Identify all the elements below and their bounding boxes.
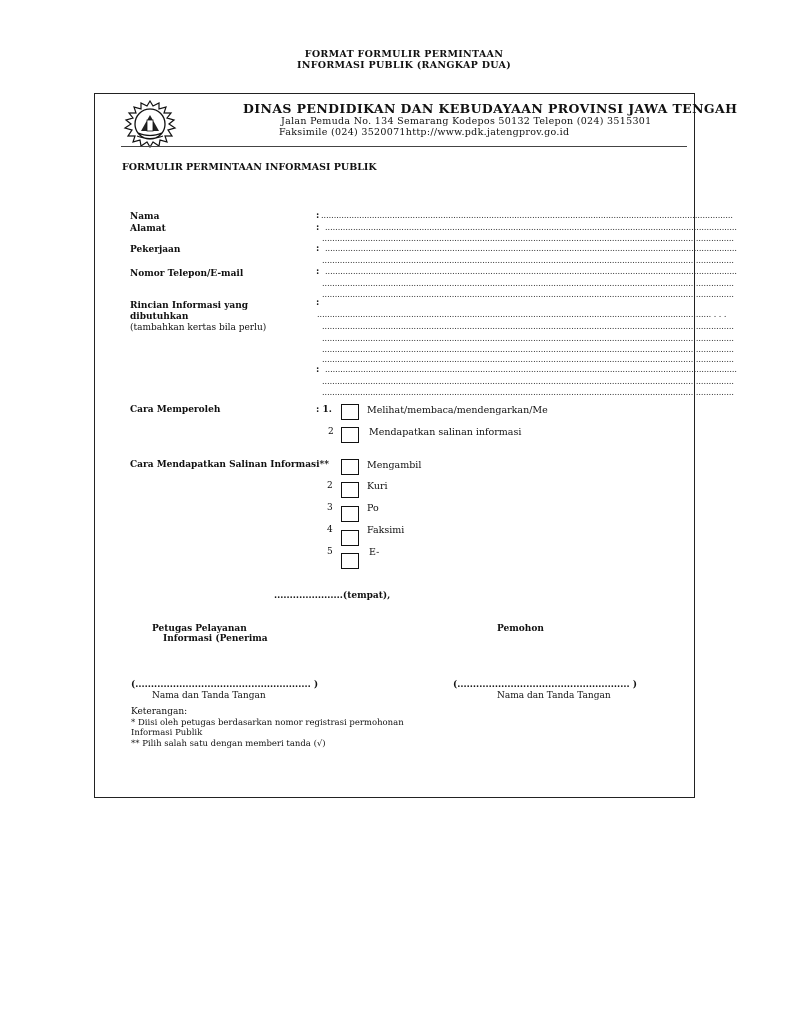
label-cara-memperoleh: Cara Memperoleh bbox=[130, 405, 221, 415]
answer-line-alamat-2[interactable]: .................................................................................................................................................................. bbox=[322, 234, 734, 243]
option-melihat: Melihat/membaca/mendengarkan/Me bbox=[367, 405, 548, 416]
answer-line-rincian-8[interactable]: .................................................................................................................................................................. bbox=[322, 388, 734, 397]
answer-line-pekerjaan-1[interactable]: .................................................................................................................................................................. bbox=[325, 244, 737, 253]
option-kurir: Kuri bbox=[367, 481, 388, 492]
signature-line-applicant[interactable]: (....................................................... ) bbox=[453, 680, 637, 690]
colon-pekerjaan: : bbox=[316, 244, 320, 254]
option-salinan: Mendapatkan salinan informasi bbox=[369, 427, 522, 438]
colon-rincian-2: : bbox=[316, 365, 320, 375]
place-date-line[interactable]: ......................(tempat), bbox=[274, 591, 391, 601]
document-title-line-1: FORMAT FORMULIR PERMINTAAN bbox=[304, 49, 504, 60]
label-telepon-email: Nomor Telepon/E-mail bbox=[130, 269, 244, 279]
answer-line-rincian-2[interactable]: .................................................................................................................................................................. bbox=[322, 322, 734, 331]
notes-title: Keterangan: bbox=[131, 707, 188, 717]
cara-salinan-number-2: 2 bbox=[327, 481, 333, 491]
answer-line-pekerjaan-2[interactable]: .................................................................................................................................................................. bbox=[322, 256, 734, 265]
label-pekerjaan: Pekerjaan bbox=[130, 245, 181, 255]
checkbox-salinan[interactable] bbox=[341, 427, 359, 443]
colon-telepon: : bbox=[316, 267, 320, 277]
signature-caption-applicant: Nama dan Tanda Tangan bbox=[497, 691, 611, 701]
colon-nama: : bbox=[316, 211, 320, 221]
cara-memperoleh-number-2: 2 bbox=[328, 427, 334, 437]
document-title-line-2: INFORMASI PUBLIK (RANGKAP DUA) bbox=[296, 60, 512, 71]
cara-memperoleh-number-1: : 1. bbox=[316, 405, 332, 415]
note-1-line-1: * Diisi oleh petugas berdasarkan nomor registrasi permohonan bbox=[131, 718, 404, 728]
answer-line-nama[interactable]: .................................................................................................................................................................. bbox=[321, 211, 733, 220]
option-email: E- bbox=[369, 547, 380, 558]
rincian-note: (tambahkan kertas bila perlu) bbox=[130, 323, 267, 333]
form-title: FORMULIR PERMINTAAN INFORMASI PUBLIK bbox=[122, 162, 377, 173]
answer-line-alamat-1[interactable]: .................................................................................................................................................................. bbox=[325, 223, 737, 232]
answer-line-telepon-2[interactable]: .................................................................................................................................................................. bbox=[322, 279, 734, 288]
officer-label-1: Petugas Pelayanan bbox=[152, 624, 247, 634]
agency-fax-website: Faksimile (024) 3520071http://www.pdk.jatengprov.go.id bbox=[279, 127, 570, 138]
cara-salinan-number-4: 4 bbox=[327, 525, 333, 535]
answer-line-rincian-1[interactable]: ........................................................................................................................................................... . . . bbox=[317, 310, 727, 319]
signature-caption-officer: Nama dan Tanda Tangan bbox=[152, 691, 266, 701]
checkbox-email[interactable] bbox=[341, 553, 359, 569]
note-2: ** Pilih salah satu dengan memberi tanda (√) bbox=[131, 739, 326, 749]
signature-line-officer[interactable]: (........................................................ ) bbox=[131, 680, 319, 690]
option-pos: Po bbox=[367, 503, 379, 514]
central-java-province-emblem-icon bbox=[117, 98, 183, 150]
answer-line-rincian-3[interactable]: .................................................................................................................................................................. bbox=[322, 334, 734, 343]
answer-line-rincian-6[interactable]: .................................................................................................................................................................. bbox=[325, 365, 737, 374]
colon-alamat: : bbox=[316, 223, 320, 233]
checkbox-pos[interactable] bbox=[341, 506, 359, 522]
label-cara-salinan: Cara Mendapatkan Salinan Informasi** bbox=[130, 460, 329, 470]
label-nama: Nama bbox=[130, 212, 160, 222]
agency-address: Jalan Pemuda No. 134 Semarang Kodepos 50132 Telepon (024) 3515301 bbox=[281, 116, 652, 127]
answer-line-rincian-5[interactable]: .................................................................................................................................................................. bbox=[322, 355, 734, 364]
note-1-line-2: Informasi Publik bbox=[131, 728, 203, 738]
answer-line-telepon-3[interactable]: .................................................................................................................................................................. bbox=[322, 290, 734, 299]
checkbox-kurir[interactable] bbox=[341, 482, 359, 498]
option-faksimili: Faksimi bbox=[367, 525, 405, 536]
answer-line-rincian-4[interactable]: .................................................................................................................................................................. bbox=[322, 345, 734, 354]
letterhead-divider bbox=[121, 146, 687, 147]
applicant-label: Pemohon bbox=[497, 624, 544, 634]
answer-line-telepon-1[interactable]: .................................................................................................................................................................. bbox=[325, 267, 737, 276]
checkbox-faksimili[interactable] bbox=[341, 530, 359, 546]
checkbox-melihat[interactable] bbox=[341, 404, 359, 420]
label-rincian-1: Rincian Informasi yang bbox=[130, 301, 249, 311]
answer-line-rincian-7[interactable]: .................................................................................................................................................................. bbox=[322, 377, 734, 386]
cara-salinan-number-5: 5 bbox=[327, 547, 333, 557]
label-alamat: Alamat bbox=[130, 224, 166, 234]
agency-name: DINAS PENDIDIKAN DAN KEBUDAYAAN PROVINSI JAWA TENGAH bbox=[243, 101, 738, 116]
label-rincian-2: dibutuhkan bbox=[130, 312, 189, 322]
option-mengambil: Mengambil bbox=[367, 460, 422, 471]
checkbox-mengambil[interactable] bbox=[341, 459, 359, 475]
cara-salinan-number-3: 3 bbox=[327, 503, 333, 513]
officer-label-2: Informasi (Penerima bbox=[163, 634, 268, 644]
colon-rincian: : bbox=[316, 298, 320, 308]
